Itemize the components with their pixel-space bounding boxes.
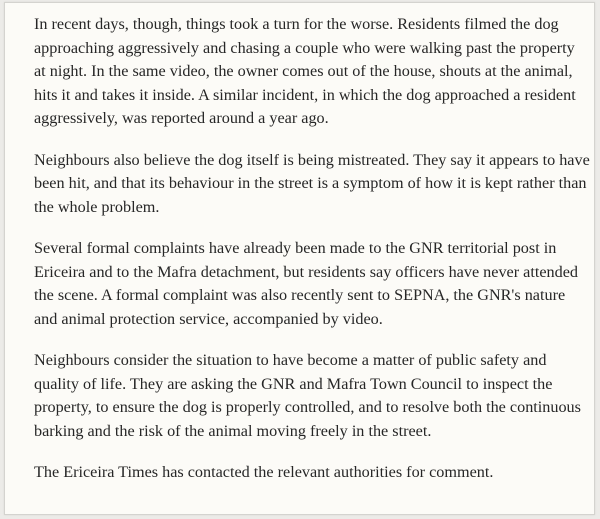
paragraph-mistreatment: Neighbours also believe the dog itself is being mistreated. They say it appears to have been hit, and that its behaviour in the street is a symptom of how it is kept rather than the whole problem. (34, 150, 590, 216)
paragraph-contact: The Ericeira Times has contacted the relevant authorities for comment. (34, 462, 494, 481)
paragraph-complaints: Several formal complaints have already been made to the GNR territorial post in Ericeira and to the Mafra detachment, but residents say officers have never attended the scene. A formal complaint was also recently sent to SEPNA, the GNR's nature and animal protection service, accompanied by video. (34, 238, 578, 328)
article-card (4, 2, 595, 515)
paragraph-incident: In recent days, though, things took a turn for the worse. Residents filmed the dog approaching aggressively and chasing a couple who were walking past the property at night. In the same video, the owner comes out of the house, shouts at the animal, hits it and takes it inside. A similar incident, in which the dog approached a resident aggressively, was reported around a year ago. (34, 15, 576, 128)
article-body (34, 13, 590, 502)
paragraph-public-safety: Neighbours consider the situation to have become a matter of public safety and quality of life. They are asking the GNR and Mafra Town Council to inspect the property, to ensure the dog is properly controlled, and to resolve both the continuous barking and the risk of the animal moving freely in the street. (34, 350, 581, 440)
